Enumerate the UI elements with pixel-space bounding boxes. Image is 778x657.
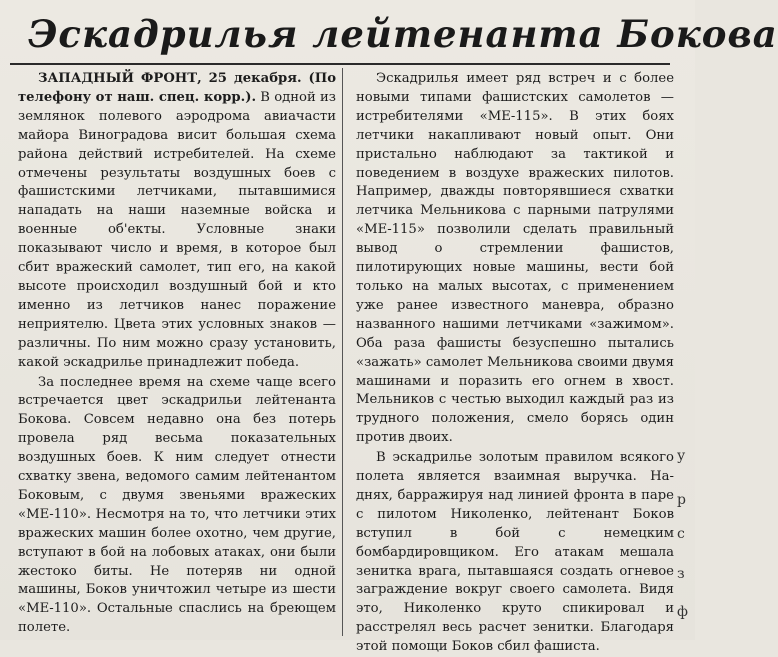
- article-column-left: [18, 70, 336, 636]
- edge-fragment: р: [677, 492, 686, 508]
- paragraph-me115-encounters: Эскадрилья имеет ряд встреч и с более новыми типами фашистских самолетов — истребителями «МЕ-115». В этих боях летчики накапливают новый опыт. Они пристально наблюдают за тактикой и поведением в воздухе вражеских пилотов. Например, дважды повторявшиеся схватки летчика Мельникова с парными патрулями «МЕ-115» позволили сделать правильный вывод о стремлении фашистов, пилотирующих новые машины, вести бой только на малых высотах, с применением уже ранее известного маневра, образно названного нашими летчиками «зажимом». Оба раза фашисты безуспешно пытались «зажать» самолет Мельникова своими двумя машинами и поразить его огнем в хвост. Мельников с честью выходил каждый раз из трудного положения, смело борясь один против двоих.: [356, 71, 674, 446]
- article-headline: Эскадрилья лейтенанта Бокова: [28, 12, 778, 56]
- edge-fragment: ф: [677, 604, 688, 620]
- headline-rule: [10, 63, 670, 65]
- paragraph-intro: [18, 70, 336, 373]
- edge-fragment: у: [677, 448, 686, 464]
- column-divider: [342, 68, 343, 636]
- paragraph-mutual-assistance: В эскадрилье золотым правилом всякого полета является взаимная выручка. На-днях, барражируя над линией фронта в паре с пилотом Николенко, лейтенант Боков вступил в бой с немецким бомбардировщиком. Его атакам мешала зенитка врага, пытавшаяся создать огневое заграждение вокруг своего самолета. Видя это, Николенко круто спикировал и расстрелял весь расчет зенитки. Благодаря этой помощи Боков сбил фашиста.: [356, 450, 674, 655]
- dateline: ЗАПАДНЫЙ ФРОНТ, 25 декабря. (По телефону от наш. спец. корр.).: [18, 71, 336, 105]
- edge-fragment: з: [677, 566, 685, 582]
- paragraph-intro-text: В одной из землянок полевого аэродрома авиачасти майора Виноградова висит большая схема района действий истребителей. На схеме отмечены результаты воздушных боев с фашистскими летчиками, пытавшимися нападать на наши наземные войска и военные об'екты. Условные знаки показывают число и время, в которое был сбит вражеский самолет, тип его, на какой высоте происходил воздушный бой и кто именно из летчиков нанес поражение неприятелю. Цвета этих условных знаков — различны. По ним можно сразу установить, какой эскадрилье принадлежит победа.: [18, 89, 336, 370]
- edge-fragment: с: [677, 526, 685, 542]
- paragraph-bokov-squadron: За последнее время на схеме чаще всего встречается цвет эскадрильи лейтенанта Бокова. Совсем недавно она без потерь провела ряд весьма показательных воздушных боев. К ним следует отнести схватку звена, ведомого самим лейтенантом Боковым, с двумя звеньями вражеских «МЕ-110». Несмотря на то, что летчики этих вражеских машин более охотно, чем другие, вступают в бой на лобовых атаках, они были жестоко биты. Не потеряв ни одной машины, Боков уничтожил четыре из шести «МЕ-110». Остальные спаслись на бреющем полете.: [18, 374, 336, 636]
- article-column-right: [356, 70, 674, 655]
